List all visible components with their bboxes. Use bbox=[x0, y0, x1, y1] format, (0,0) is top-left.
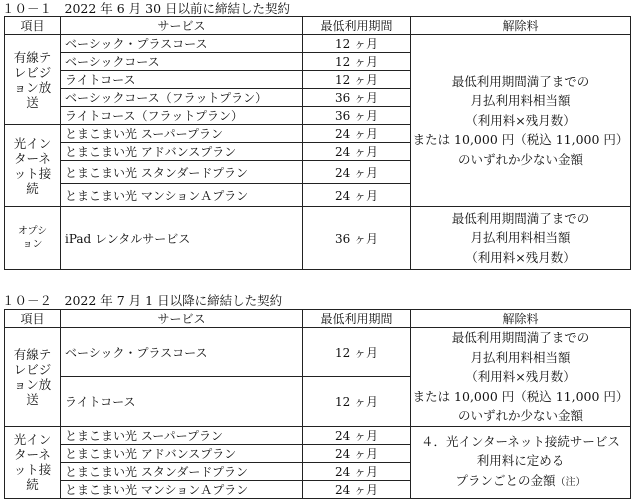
service-name: iPad レンタルサービス bbox=[61, 207, 303, 270]
service-name: ベーシック・プラスコース bbox=[61, 35, 303, 53]
table-row bbox=[5, 207, 631, 270]
section2-title: １０－２ 2022 年 7 月 1 日以降に締結した契約 bbox=[2, 293, 283, 308]
min-period: 24 ヶ月 bbox=[303, 184, 411, 207]
min-period: 12 ヶ月 bbox=[303, 71, 411, 89]
service-name: ライトコース bbox=[61, 71, 303, 89]
header-item: 項目 bbox=[5, 17, 61, 35]
min-period: 24 ヶ月 bbox=[303, 426, 411, 444]
min-period: 24 ヶ月 bbox=[303, 444, 411, 462]
category-internet: 光イン ターネ ット接 続 bbox=[5, 426, 61, 498]
min-period: 24 ヶ月 bbox=[303, 125, 411, 143]
category-internet: 光イン ターネ ット接 続 bbox=[5, 125, 61, 207]
service-name: ライトコース bbox=[61, 377, 303, 426]
header-period: 最低利用期間 bbox=[303, 310, 411, 328]
header-item: 項目 bbox=[5, 310, 61, 328]
header-service: サービス bbox=[61, 17, 303, 35]
cancellation-fee-main: 最低利用期間満了までの 月払利用料相当額 （利用料×残月数） または 10,000 円（税込 11,000 円） のいずれか少ない金額 bbox=[411, 35, 631, 207]
min-period: 36 ヶ月 bbox=[303, 207, 411, 270]
min-period: 12 ヶ月 bbox=[303, 328, 411, 377]
cancellation-fee-internet: ４．光インターネット接続サービス 利用料に定める プランごとの金額（注） bbox=[411, 426, 631, 498]
section2-table bbox=[4, 309, 631, 499]
service-name: とまこまい光 マンションＡプラン bbox=[61, 184, 303, 207]
service-name: とまこまい光 スタンダードプラン bbox=[61, 462, 303, 480]
min-period: 24 ヶ月 bbox=[303, 161, 411, 184]
category-cable-tv: 有線テ レビジ ョン放 送 bbox=[5, 35, 61, 125]
header-period: 最低利用期間 bbox=[303, 17, 411, 35]
service-name: ライトコース（フラットプラン） bbox=[61, 107, 303, 125]
service-name: ベーシック・プラスコース bbox=[61, 328, 303, 377]
service-name: とまこまい光 スタンダードプラン bbox=[61, 161, 303, 184]
service-name: とまこまい光 スーパープラン bbox=[61, 125, 303, 143]
min-period: 12 ヶ月 bbox=[303, 377, 411, 426]
min-period: 12 ヶ月 bbox=[303, 53, 411, 71]
table-row bbox=[5, 426, 631, 444]
category-option: オプシ ョン bbox=[5, 207, 61, 270]
min-period: 12 ヶ月 bbox=[303, 35, 411, 53]
header-fee: 解除料 bbox=[411, 310, 631, 328]
service-name: とまこまい光 マンションＡプラン bbox=[61, 480, 303, 498]
service-name: ベーシックコース（フラットプラン） bbox=[61, 89, 303, 107]
min-period: 36 ヶ月 bbox=[303, 107, 411, 125]
service-name: とまこまい光 スーパープラン bbox=[61, 426, 303, 444]
cancellation-fee-option: 最低利用期間満了までの 月払利用料相当額 （利用料×残月数） bbox=[411, 207, 631, 270]
header-fee: 解除料 bbox=[411, 17, 631, 35]
section1-title: １０－１ 2022 年 6 月 30 日以前に締結した契約 bbox=[2, 1, 291, 16]
header-service: サービス bbox=[61, 310, 303, 328]
min-period: 24 ヶ月 bbox=[303, 462, 411, 480]
table-row bbox=[5, 35, 631, 53]
cancellation-fee-tv: 最低利用期間満了までの 月払利用料相当額 （利用料×残月数） または 10,000 円（税込 11,000 円） のいずれか少ない金額 bbox=[411, 328, 631, 427]
service-name: とまこまい光 アドバンスプラン bbox=[61, 143, 303, 161]
section1-table bbox=[4, 16, 631, 270]
service-name: ベーシックコース bbox=[61, 53, 303, 71]
min-period: 36 ヶ月 bbox=[303, 89, 411, 107]
table-row bbox=[5, 328, 631, 377]
note-mark: （注） bbox=[555, 476, 586, 488]
category-cable-tv: 有線テ レビジ ョン放 送 bbox=[5, 328, 61, 427]
min-period: 24 ヶ月 bbox=[303, 143, 411, 161]
min-period: 24 ヶ月 bbox=[303, 480, 411, 498]
service-name: とまこまい光 アドバンスプラン bbox=[61, 444, 303, 462]
